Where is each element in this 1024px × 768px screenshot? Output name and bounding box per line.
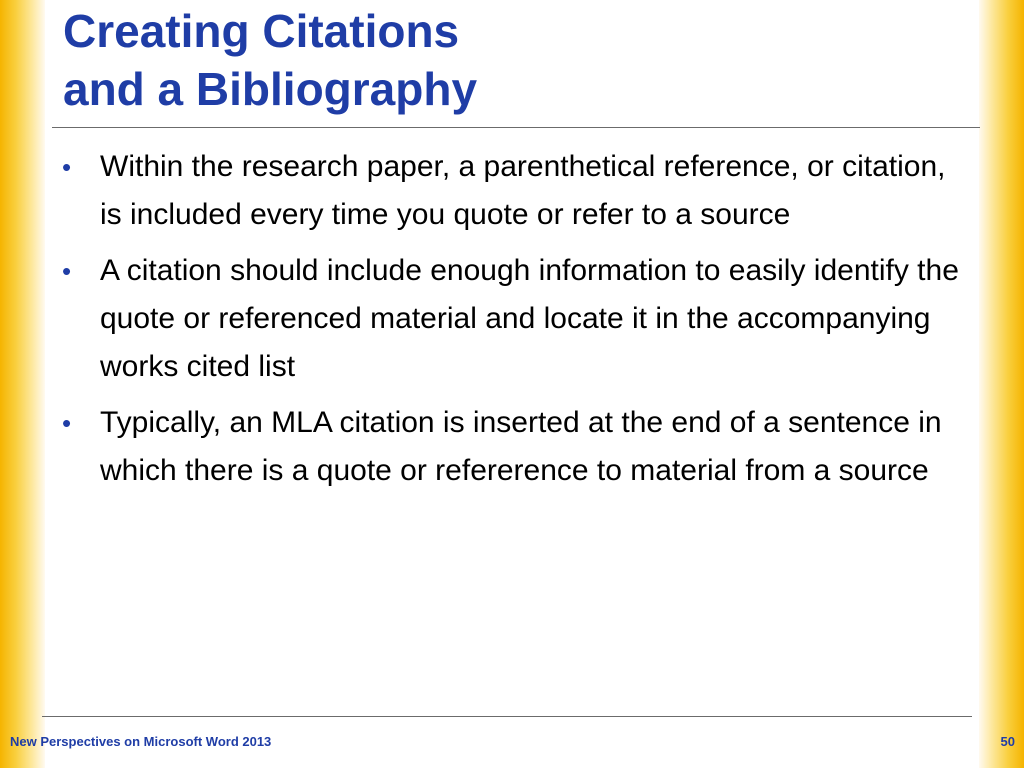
bullet-item-2: [62, 247, 967, 391]
bullet-list: [62, 143, 967, 503]
bullet-dot-icon: •: [62, 152, 72, 182]
left-decorative-bar: [0, 0, 45, 768]
bullet-dot-icon: •: [62, 408, 72, 438]
footer-title: New Perspectives on Microsoft Word 2013: [10, 734, 272, 749]
slide-title-line-1: Creating Citations: [63, 5, 460, 57]
bullet-item-3: [62, 399, 967, 495]
right-decorative-bar: [979, 0, 1024, 768]
footer-divider: [42, 716, 972, 717]
bullet-item-1: [62, 143, 967, 239]
title-divider: [52, 127, 980, 128]
bullet-text-1: Within the research paper, a parenthetical reference, or citation, is included every time you quote or refer to a source: [100, 150, 946, 231]
bullet-dot-icon: •: [62, 256, 72, 286]
page-number: 50: [1000, 734, 1015, 749]
bullet-text-3: Typically, an MLA citation is inserted at the end of a sentence in which there is a quote or refererence to material from a source: [100, 406, 942, 487]
slide-title-line-2: and a Bibliography: [63, 63, 478, 115]
slide-title: [63, 2, 477, 118]
bullet-text-2: A citation should include enough information to easily identify the quote or referenced material and locate it in the accompanying works cited list: [100, 254, 959, 383]
